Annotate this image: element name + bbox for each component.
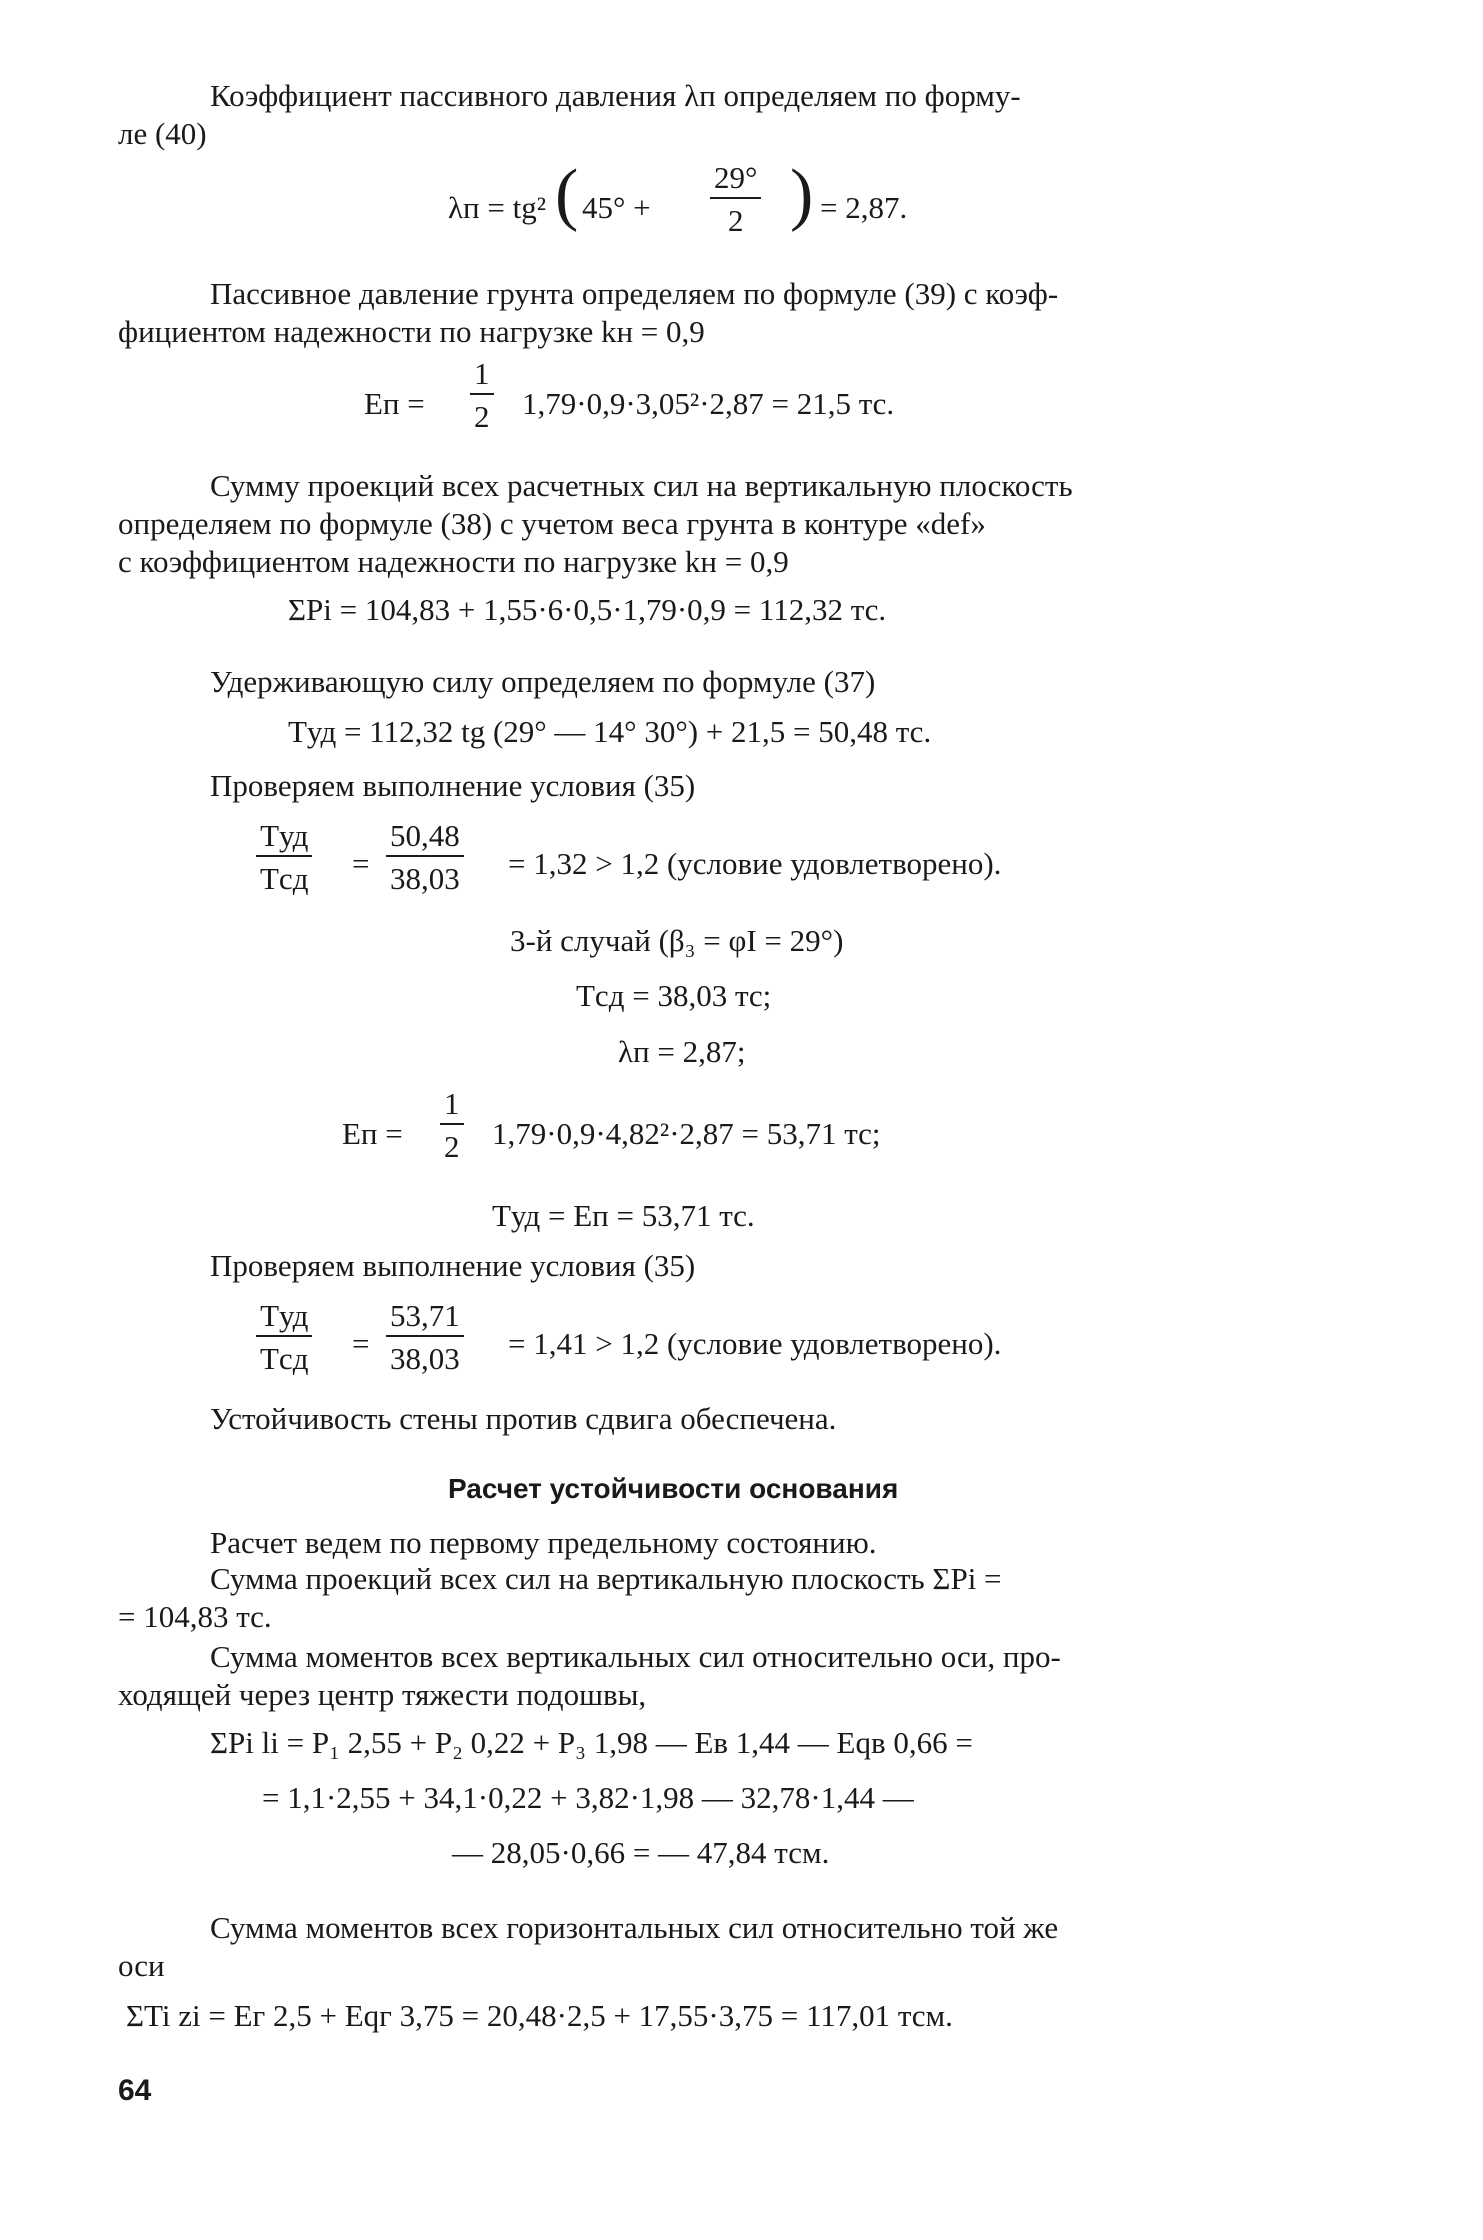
formula: ΣPi li = P₁ 2,55 + P₂ 0,22 + P₃ 1,98 — Eв 1,44 — Eqв 0,66 =	[210, 1725, 973, 1760]
fraction-denominator: 2	[727, 203, 744, 238]
formula: ΣTi zi = Eг 2,5 + Eqг 3,75 = 20,48·2,5 + 17,55·3,75 = 117,01 тсм.	[126, 1998, 953, 2033]
paragraph-line	[210, 80, 1300, 111]
fraction-numerator: 1	[474, 356, 490, 391]
formula: Tуд = 112,32 tg (29° — 14° 30°) + 21,5 = 50,48 тс.	[288, 714, 932, 749]
formula-lhs: Eп =	[342, 1116, 403, 1151]
fraction-denominator: 38,03	[390, 1341, 460, 1376]
fraction-denominator: 2	[474, 399, 490, 434]
fraction	[386, 820, 464, 894]
fraction-denominator: Tсд	[260, 1341, 309, 1376]
text: Коэффициент пассивного давления λп определяем по форму-	[210, 78, 1021, 113]
formula: — 28,05·0,66 = — 47,84 тсм.	[452, 1835, 830, 1870]
paragraph-line: Сумма моментов всех вертикальных сил относительно оси, про-	[210, 1639, 1061, 1674]
paragraph-line: с коэффициентом надежности по нагрузке kн = 0,9	[118, 544, 789, 579]
formula-text: 45° +	[582, 190, 651, 225]
formula-rhs: 1,79·0,9·4,82²·2,87 = 53,71 тс;	[492, 1116, 881, 1151]
fraction-numerator: 53,71	[390, 1298, 460, 1333]
paragraph-line: Сумма моментов всех горизонтальных сил относительно той же	[210, 1910, 1059, 1945]
paragraph-line: оси	[118, 1948, 165, 1983]
fraction	[386, 1300, 464, 1374]
paragraph-line: Сумму проекций всех расчетных сил на вертикальную плоскость	[210, 468, 1073, 503]
paragraph-line: Расчет ведем по первому предельному состоянию.	[210, 1525, 877, 1560]
left-paren: (	[555, 156, 579, 233]
formula-lhs: λп = tg²	[448, 190, 547, 225]
formula-rhs: = 1,41 > 1,2 (условие удовлетворено).	[508, 1326, 1002, 1361]
paragraph-line: Проверяем выполнение условия (35)	[210, 1248, 696, 1283]
paragraph-line: ходящей через центр тяжести подошвы,	[118, 1677, 647, 1712]
formula-text: =	[352, 846, 370, 881]
formula-text: =	[352, 1326, 370, 1361]
formula-rhs: = 1,32 > 1,2 (условие удовлетворено).	[508, 846, 1002, 881]
formula: Tсд = 38,03 тс;	[576, 978, 772, 1013]
fraction-numerator: 29°	[714, 160, 758, 195]
formula: ΣPi = 104,83 + 1,55·6·0,5·1,79·0,9 = 112,32 тс.	[288, 592, 887, 627]
paragraph-line: = 104,83 тс.	[118, 1599, 272, 1634]
formula-rhs: = 2,87.	[820, 190, 908, 225]
paragraph-line: определяем по формуле (38) с учетом веса грунта в контуре «def»	[118, 506, 986, 541]
paragraph-line: ле (40)	[118, 116, 207, 151]
case-title: 3-й случай (β₃ = φI = 29°)	[510, 923, 844, 958]
fraction-denominator: 2	[444, 1129, 460, 1164]
formula: λп = 2,87;	[618, 1034, 746, 1069]
fraction	[710, 162, 761, 236]
fraction-numerator: Tуд	[260, 1298, 309, 1333]
page-number: 64	[118, 2074, 152, 2107]
formula: Tуд = Eп = 53,71 тс.	[492, 1198, 755, 1233]
formula-rhs: 1,79·0,9·3,05²·2,87 = 21,5 тс.	[522, 386, 895, 421]
fraction-numerator: 50,48	[390, 818, 460, 853]
fraction-numerator: Tуд	[260, 818, 309, 853]
paragraph-line: Проверяем выполнение условия (35)	[210, 768, 696, 803]
right-paren: )	[790, 156, 814, 233]
fraction-numerator: 1	[444, 1086, 460, 1121]
paragraph-line: Удерживающую силу определяем по формуле (37)	[210, 664, 876, 699]
fraction-denominator: Tсд	[260, 861, 309, 896]
paragraph-line: Сумма проекций всех сил на вертикальную плоскость ΣPi =	[210, 1561, 1002, 1596]
fraction	[256, 1300, 312, 1374]
paragraph-line: Пассивное давление грунта определяем по формуле (39) с коэф-	[210, 276, 1059, 311]
fraction	[470, 358, 494, 432]
paragraph-line: Устойчивость стены против сдвига обеспечена.	[210, 1401, 837, 1436]
fraction-denominator: 38,03	[390, 861, 460, 896]
formula-lhs: Eп =	[364, 386, 425, 421]
paragraph-line: фициентом надежности по нагрузке kн = 0,9	[118, 314, 705, 349]
fraction	[256, 820, 312, 894]
section-heading: Расчет устойчивости основания	[448, 1473, 899, 1504]
formula: = 1,1·2,55 + 34,1·0,22 + 3,82·1,98 — 32,78·1,44 —	[262, 1780, 914, 1815]
fraction	[440, 1088, 464, 1162]
